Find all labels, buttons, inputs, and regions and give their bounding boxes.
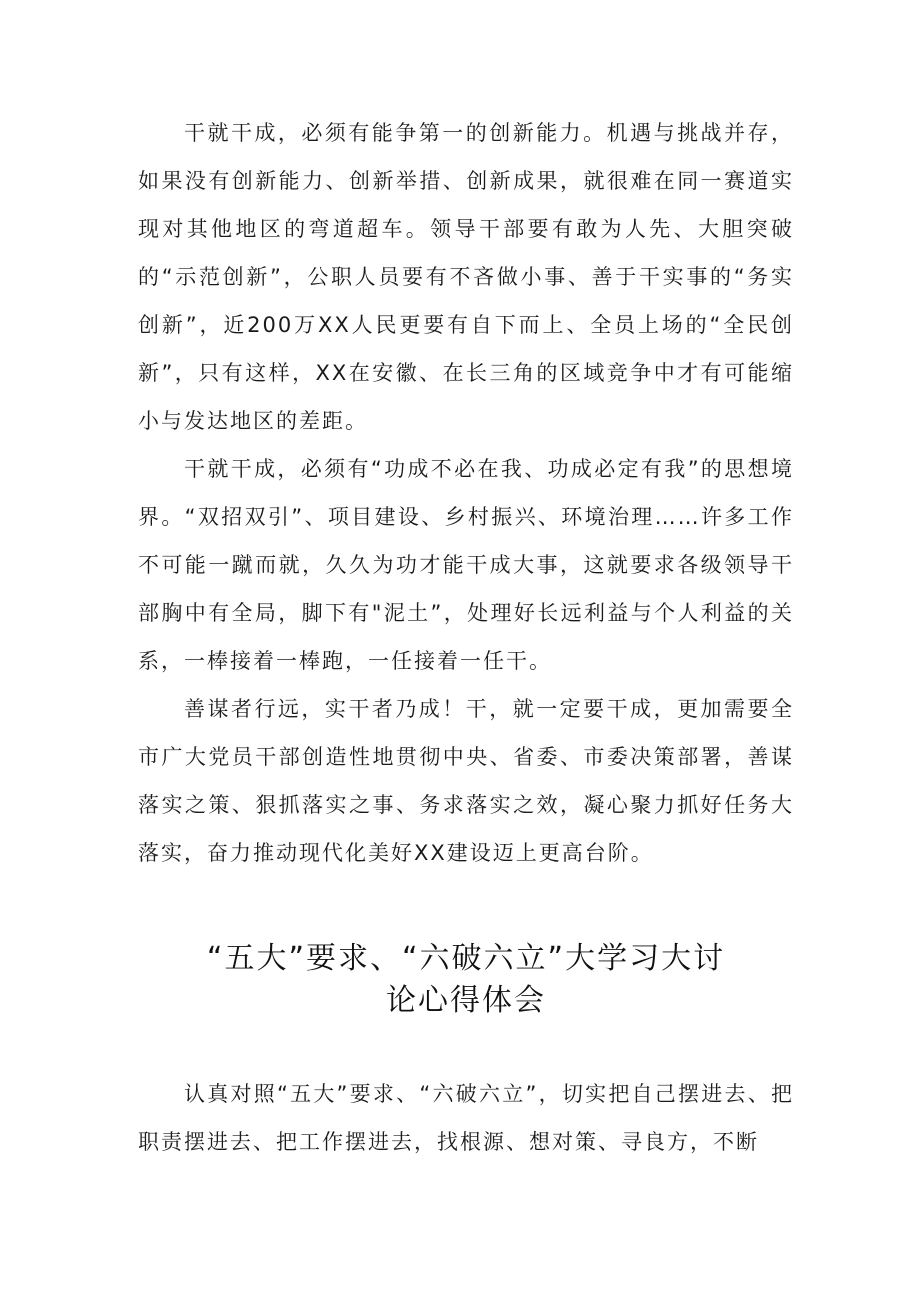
section-title (138, 938, 794, 1022)
paragraph-after-title: 认真对照“五大”要求、“六破六立”，切实把自己摆进去、把职责摆进去、把工作摆进去，找根源、想对策、寻良方，不断 (138, 1082, 794, 1154)
section-title-line2: 论心得体会 (386, 983, 546, 1018)
paragraph-implementation: 善谋者行远，实干者乃成！干，就一定要干成，更加需要全市广大党员干部创造性地贯彻中央、省委、市委决策部署，善谋落实之策、狠抓落实之事、务求落实之效，凝心聚力抓好任务大落实，奋力推动现代化美好XX建设迈上更高台阶。 (138, 697, 794, 865)
paragraph-mindset: 干就干成，必须有“功成不必在我、功成必定有我”的思想境界。“双招双引”、项目建设、乡村振兴、环境治理……许多工作不可能一蹴而就，久久为功才能干成大事，这就要求各级领导干部胸中有全局，脚下有"泥土”，处理好长远利益与个人利益的关系，一棒接着一棒跑，一任接着一任干。 (138, 457, 794, 673)
section-title-line1: “五大”要求、“六破六立”大学习大讨 (206, 941, 726, 976)
paragraph-innovation: 干就干成，必须有能争第一的创新能力。机遇与挑战并存，如果没有创新能力、创新举措、创新成果，就很难在同一赛道实现对其他地区的弯道超车。领导干部要有敢为人先、大胆突破的“示范创新”，公职人员要有不吝做小事、善于干实事的“务实创新”，近200万XX人民更要有自下而上、全员上场的“全民创新”，只有这样，XX在安徽、在长三角的区域竞争中才有可能缩小与发达地区的差距。 (138, 121, 794, 433)
